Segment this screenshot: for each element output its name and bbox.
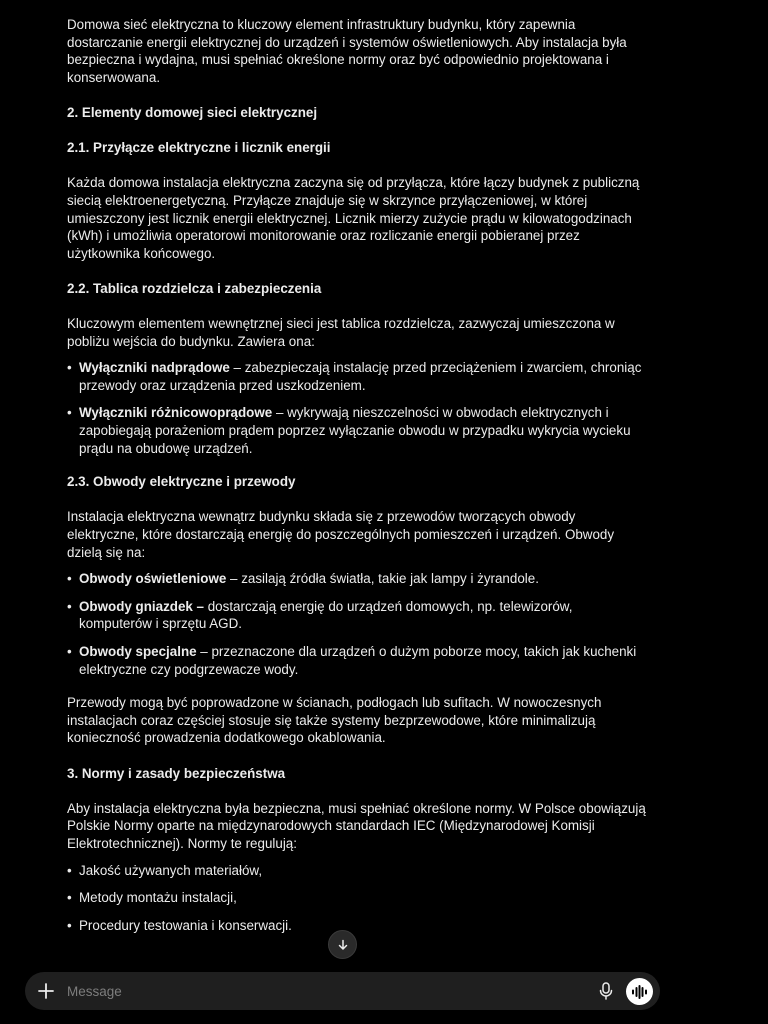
list-item-text: – wykrywają nieszczelności w obwodach elektrycznych i zapobiegają porażeniom prądem poprzez wyłączanie obwodu w przypadku wykrycia wycieku prądu na obudowę urządzeń. [79,405,631,456]
list-item [67,404,649,457]
section-heading: 2. Elementy domowej sieci elektrycznej [67,104,318,120]
microphone-button[interactable] [597,981,615,1001]
bullet-list [67,359,649,457]
list-item: • Jakość używanych materiałów, [67,862,649,880]
list-item [67,359,649,394]
intro-paragraph: Domowa sieć elektryczna to kluczowy element infrastruktury budynku, który zapewnia dostarczanie energii elektrycznej do urządzeń i systemów oświetleniowych. Aby instalacja była bezpieczna i wydajna, musi spełniać określone normy oraz być odpowiednio projektowana i konserwowana. [67,17,627,85]
arrow-down-icon [337,939,349,951]
list-item [67,643,649,678]
list-item: • Metody montażu instalacji, [67,889,649,907]
paragraph: Aby instalacja elektryczna była bezpieczna, musi spełniać określone normy. W Polsce obowiązują Polskie Normy oparte na międzynarodowych standardach IEC (Międzynarodowej Komisji Elektrotechnicznej). Normy te regulują: [67,800,646,851]
subsection-heading: 2.2. Tablica rozdzielcza i zabezpieczenia [67,280,322,296]
list-item-text: – zasilają źródła światła, takie jak lampy i żyrandole. [226,571,539,587]
paragraph: Kluczowym elementem wewnętrznej sieci jest tablica rozdzielcza, zazwyczaj umieszczona w pobliżu wejścia do budynku. Zawiera ona: [67,316,615,349]
paragraph: Instalacja elektryczna wewnątrz budynku składa się z przewodów tworzących obwody elektryczne, które dostarczają energię do poszczególnych pomieszczeń i urządzeń. Obwody dzielą się na: [67,509,615,560]
section-heading: 3. Normy i zasady bezpieczeństwa [67,765,286,781]
microphone-icon [597,981,615,1001]
list-item-bold: Wyłączniki różnicowoprądowe [79,405,273,421]
list-item-bold: Obwody specjalne [79,644,197,659]
list-item-text: – zabezpieczają instalację przed przeciążeniem i zwarciem, chroniąc przewody oraz urządzenia przed uszkodzeniem. [79,360,642,393]
list-item-text: – przeznaczone dla urządzeń o dużym poborze mocy, takich jak kuchenki elektryczne czy podgrzewacze wody. [79,644,637,677]
subsection-heading: 2.3. Obwody elektryczne i przewody [67,474,296,490]
voice-mode-button[interactable] [626,978,653,1005]
chat-message [67,16,649,950]
list-item-bold: Obwody gniazdek – [79,598,205,614]
message-composer [25,972,660,1010]
list-item-bold: Obwody oświetleniowe [79,571,227,587]
voice-waveform-icon [631,985,648,999]
list-item-text: dostarczają energię do urządzeń domowych, np. telewizorów, komputerów i sprzętu AGD. [79,598,573,632]
list-item-bold: Wyłączniki nadprądowe [79,360,230,376]
list-item [67,570,649,588]
list-item [67,598,649,633]
bullet-list [67,862,649,935]
paragraph: Każda domowa instalacja elektryczna zaczyna się od przyłącza, które łączy budynek z publiczną siecią elektroenergetyczną. Przyłącze znajduje się w skrzynce przyłączeniowej, w której umieszczony jest licznik energii elektrycznej. Licznik mierzy zużycie prądu w kilowatogodzinach (kWh) i umożliwia operatorowi monitorowanie oraz rozliczanie energii pobieranej przez użytkownika końcowego. [67,175,640,261]
plus-icon [36,981,56,1001]
subsection-heading: 2.1. Przyłącze elektryczne i licznik energii [67,140,331,156]
list-item: • Procedury testowania i konserwacji. [67,917,649,935]
paragraph: Przewody mogą być poprowadzone w ścianach, podłogach lub sufitach. W nowoczesnych instalacjach coraz częściej stosuje się także systemy bezprzewodowe, które minimalizują konieczność prowadzenia dodatkowego okablowania. [67,695,602,746]
bullet-list [67,570,649,678]
attach-button[interactable] [36,981,56,1001]
scroll-to-bottom-button[interactable] [328,930,357,959]
message-input[interactable] [67,981,587,1001]
